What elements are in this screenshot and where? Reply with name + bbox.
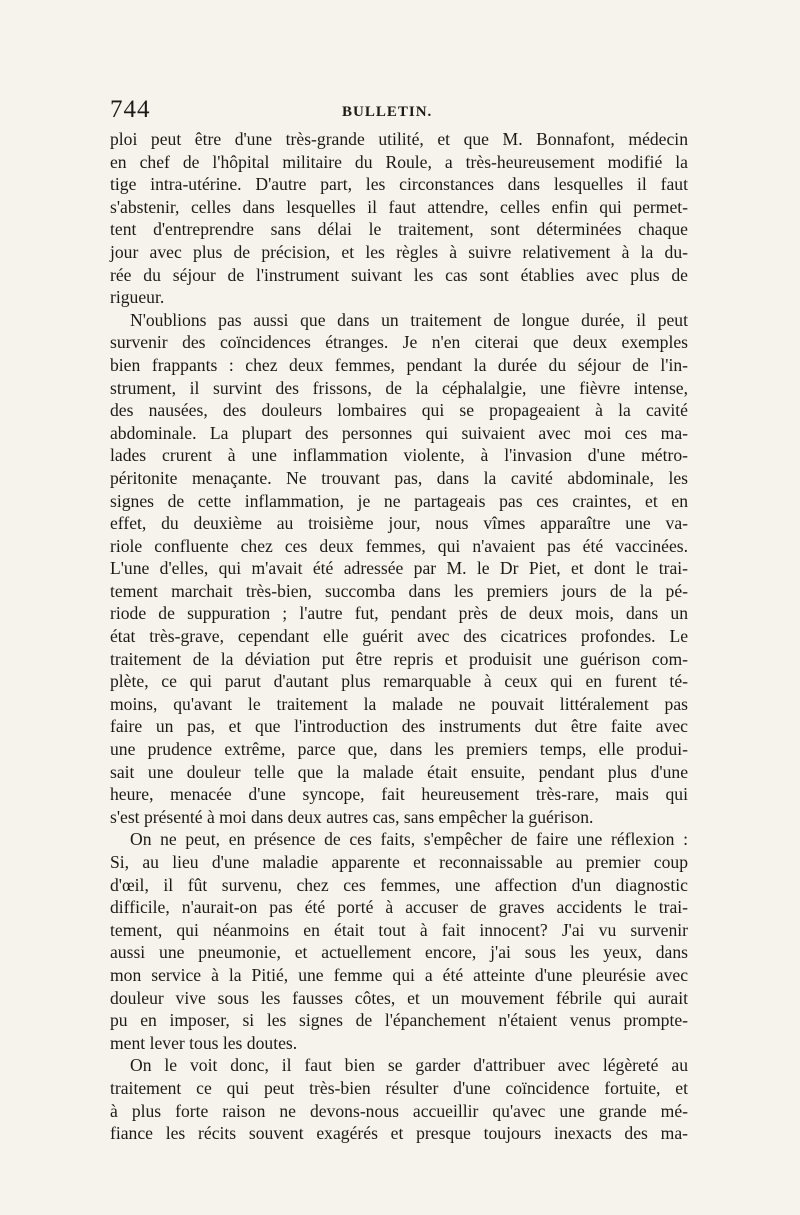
text-line: pu en imposer, si les signes de l'épanchement n'étaient venus prompte- [110,1010,688,1031]
text-line: signes de cette inflammation, je ne partageais pas ces craintes, et en [110,490,688,511]
text-line: lades crurent à une inflammation violente, à l'invasion d'une métro- [110,445,688,466]
text-line: sait une douleur telle que la malade était ensuite, pendant plus d'une [110,761,688,782]
text-line: On le voit donc, il faut bien se garder d'attribuer avec légèreté au [130,1055,688,1076]
text-line: strument, il survint des frissons, de la céphalalgie, une fièvre intense, [110,377,688,398]
page-number: 744 [110,96,151,123]
text-line: riole confluente chez ces deux femmes, qui n'avaient pas été vaccinées. [110,535,688,556]
text-line: s'abstenir, celles dans lesquelles il faut attendre, celles enfin qui permet- [110,196,688,217]
text-line: On ne peut, en présence de ces faits, s'empêcher de faire une réflexion : [130,829,688,850]
text-line: difficile, n'aurait-on pas été porté à accuser de graves accidents le trai- [110,897,688,918]
text-line: traitement ce qui peut très-bien résulter d'une coïncidence fortuite, et [110,1077,688,1098]
text-line: rigueur. [110,287,165,308]
text-line: survenir des coïncidences étranges. Je n'en citerai que deux exemples [110,332,688,353]
text-line: plète, ce qui parut d'autant plus remarquable à ceux qui en furent té- [110,671,688,692]
text-line: des nausées, des douleurs lombaires qui se propageaient à la cavité [110,400,688,421]
text-line: mon service à la Pitié, une femme qui a été atteinte d'une pleurésie avec [110,964,688,985]
text-line: ment lever tous les doutes. [110,1032,298,1053]
text-line: N'oublions pas aussi que dans un traitement de longue durée, il peut [130,309,688,330]
text-line: douleur vive sous les fausses côtes, et un mouvement fébrile qui aurait [110,987,688,1008]
text-line: abdominale. La plupart des personnes qui suivaient avec moi ces ma- [110,422,688,443]
text-line: s'est présenté à moi dans deux autres cas, sans empêcher la guérison. [110,806,594,827]
text-line: à plus forte raison ne devons-nous accueillir qu'avec une grande mé- [110,1100,688,1121]
text-line: L'une d'elles, qui m'avait été adressée par M. le Dr Piet, et dont le trai- [110,558,688,579]
text-line: tement, qui néanmoins en était tout à fait innocent? J'ai vu survenir [110,919,688,940]
text-line: en chef de l'hôpital militaire du Roule, a très-heureusement modifié la [110,151,688,172]
body-text [110,128,688,1145]
text-line: Si, au lieu d'une maladie apparente et reconnaissable au premier coup [110,852,688,872]
text-line: effet, du deuxième au troisième jour, nous vîmes apparaître une va- [110,513,688,534]
text-line: tige intra-utérine. D'autre part, les circonstances dans lesquelles il faut [110,174,688,195]
text-line: moins, qu'avant le traitement la malade ne pouvait littéralement pas [110,693,688,714]
text-line: rée du séjour de l'instrument suivant les cas sont établies avec plus de [110,264,688,285]
text-line: riode de suppuration ; l'autre fut, pendant près de deux mois, dans un [110,603,688,624]
text-line: traitement de la déviation put être repris et produisit une guérison com- [110,648,688,669]
text-line: bien frappants : chez deux femmes, pendant la durée du séjour de l'in- [110,354,688,375]
text-line: péritonite menaçante. Ne trouvant pas, dans la cavité abdominale, les [110,467,688,488]
text-line: tent d'entreprendre sans délai le traitement, sont déterminées chaque [110,219,688,240]
text-line: jour avec plus de précision, et les règles à suivre relativement à la du- [110,241,688,262]
text-line: heure, menacée d'une syncope, fait heureusement très-rare, mais qui [110,784,688,805]
text-line: aussi une pneumonie, et actuellement encore, j'ai sous les yeux, dans [110,942,688,963]
running-title: BULLETIN. [342,104,433,120]
text-line: faire un pas, et que l'introduction des instruments dut être faite avec [110,716,688,737]
page-header [110,96,688,128]
text-line: d'œil, il fût survenu, chez ces femmes, une affection d'un diagnostic [110,874,688,895]
text-line: ploi peut être d'une très-grande utilité, et que M. Bonnafont, médecin [110,129,688,149]
text-line: fiance les récits souvent exagérés et presque toujours inexacts des ma- [110,1123,688,1144]
text-line: état très-grave, cependant elle guérit avec des cicatrices profondes. Le [110,626,688,647]
text-line: une prudence extrême, parce que, dans les premiers temps, elle produi- [110,739,688,760]
text-line: tement marchait très-bien, succomba dans les premiers jours de la pé- [110,580,688,601]
